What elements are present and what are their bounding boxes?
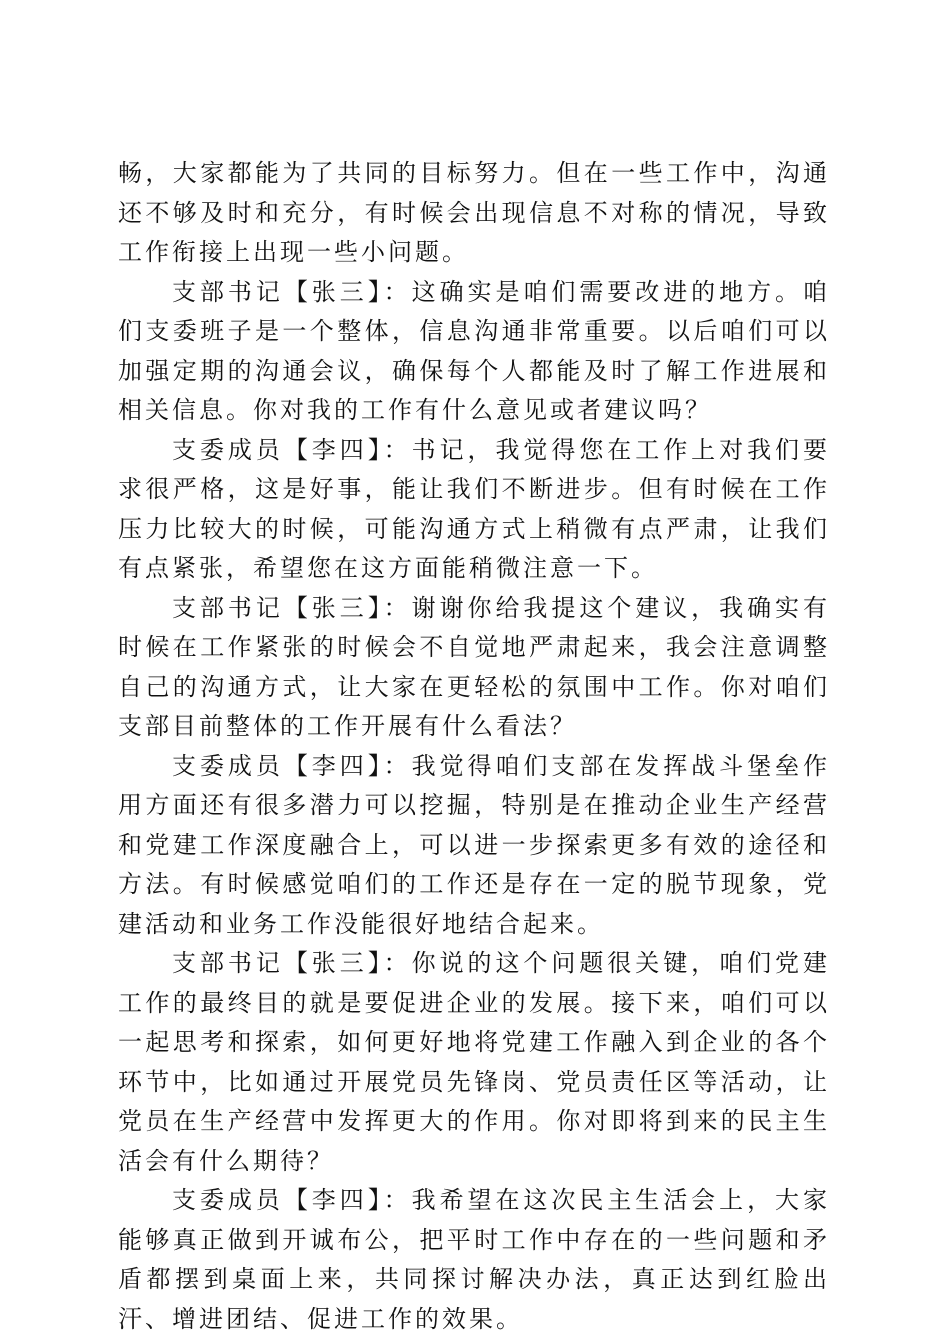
paragraph-secretary-3: 支部书记【张三】：你说的这个问题很关键，咱们党建工作的最终目的就是要促进企业的发展。接下来，咱们可以一起思考和探索，如何更好地将党建工作融入到企业的各个环节中，比如通过开展党员先锋岗、党员责任区等活动，让党员在生产经营中发挥更大的作用。你对即将到来的民主生活会有什么期待？ [118,949,830,1175]
paragraph-secretary-2: 支部书记【张三】：谢谢你给我提这个建议，我确实有时候在工作紧张的时候会不自觉地严肃起来，我会注意调整自己的沟通方式，让大家在更轻松的氛围中工作。你对咱们支部目前整体的工作开展有什么看法？ [118,593,830,740]
paragraph-member-2: 支委成员【李四】：我觉得咱们支部在发挥战斗堡垒作用方面还有很多潜力可以挖掘，特别是在推动企业生产经营和党建工作深度融合上，可以进一步探索更多有效的途径和方法。有时候感觉咱们的工作还是存在一定的脱节现象，党建活动和业务工作没能很好地结合起来。 [118,751,830,938]
paragraph-continuation: 畅，大家都能为了共同的目标努力。但在一些工作中，沟通还不够及时和充分，有时候会出现信息不对称的情况，导致工作衔接上出现一些小问题。 [118,159,830,266]
paragraph-secretary-1: 支部书记【张三】：这确实是咱们需要改进的地方。咱们支委班子是一个整体，信息沟通非常重要。以后咱们可以加强定期的沟通会议，确保每个人都能及时了解工作进展和相关信息。你对我的工作有什么意见或者建议吗？ [118,277,830,424]
paragraph-member-3: 支委成员【李四】：我希望在这次民主生活会上，大家能够真正做到开诚布公，把平时工作中存在的一些问题和矛盾都摆到桌面上来，共同探讨解决办法，真正达到红脸出汗、增进团结、促进工作的效果。 [118,1186,830,1333]
document-body [118,154,830,1339]
paragraph-member-1: 支委成员【李四】：书记，我觉得您在工作上对我们要求很严格，这是好事，能让我们不断进步。但有时候在工作压力比较大的时候，可能沟通方式上稍微有点严肃，让我们有点紧张，希望您在这方面能稍微注意一下。 [118,435,830,582]
